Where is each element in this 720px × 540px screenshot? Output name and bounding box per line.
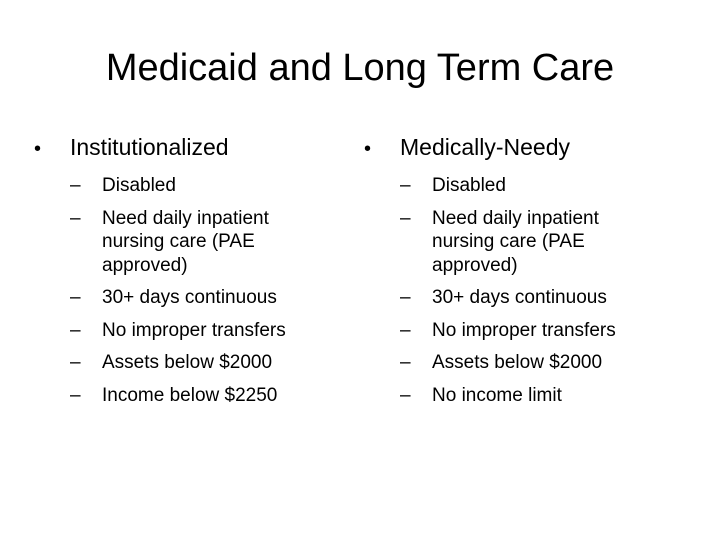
dash-icon: – — [70, 352, 81, 373]
dash-icon: – — [70, 207, 81, 229]
column-institutionalized — [34, 130, 334, 416]
list-item — [400, 351, 664, 375]
bullet-icon: • — [364, 138, 372, 160]
list-item-text: Assets below $2000 — [432, 352, 603, 373]
list-item — [400, 174, 664, 198]
slide-title: Medicaid and Long Term Care — [105, 47, 615, 89]
sub-bullet-list — [364, 174, 664, 407]
dash-icon: – — [400, 175, 411, 196]
sub-bullet-list — [34, 174, 334, 407]
list-item — [70, 319, 334, 343]
list-item — [70, 351, 334, 375]
bullet-icon: • — [34, 138, 42, 160]
list-item-text: No improper transfers — [102, 319, 286, 341]
dash-icon: – — [70, 175, 81, 196]
heading-text: Institutionalized — [70, 134, 229, 160]
bullet-heading — [364, 130, 664, 166]
list-item-text: 30+ days continuous — [432, 287, 607, 308]
list-item — [400, 319, 664, 343]
list-item — [400, 384, 664, 408]
list-item — [70, 174, 334, 198]
list-item-text: Need daily inpatient nursing care (PAE approved) — [432, 207, 599, 276]
list-item-text: Need daily inpatient nursing care (PAE approved) — [102, 207, 269, 276]
dash-icon: – — [400, 287, 411, 308]
dash-icon: – — [70, 384, 81, 406]
list-item — [70, 286, 334, 310]
list-item-text: No improper transfers — [432, 319, 616, 341]
list-item-text: No income limit — [432, 384, 562, 406]
list-item — [70, 384, 334, 408]
dash-icon: – — [400, 319, 411, 341]
heading-text: Medically-Needy — [400, 134, 571, 160]
column-medically-needy — [364, 130, 664, 416]
list-item-text: Assets below $2000 — [102, 352, 273, 373]
list-item — [400, 286, 664, 310]
bullet-heading — [34, 130, 334, 166]
dash-icon: – — [400, 352, 411, 373]
list-item — [400, 207, 664, 278]
list-item — [70, 207, 334, 278]
list-item-text: Income below $2250 — [102, 384, 278, 406]
list-item-text: Disabled — [432, 175, 506, 196]
list-item-text: Disabled — [102, 175, 176, 196]
dash-icon: – — [400, 384, 411, 406]
dash-icon: – — [400, 207, 411, 229]
dash-icon: – — [70, 319, 81, 341]
dash-icon: – — [70, 287, 81, 308]
list-item-text: 30+ days continuous — [102, 287, 277, 308]
